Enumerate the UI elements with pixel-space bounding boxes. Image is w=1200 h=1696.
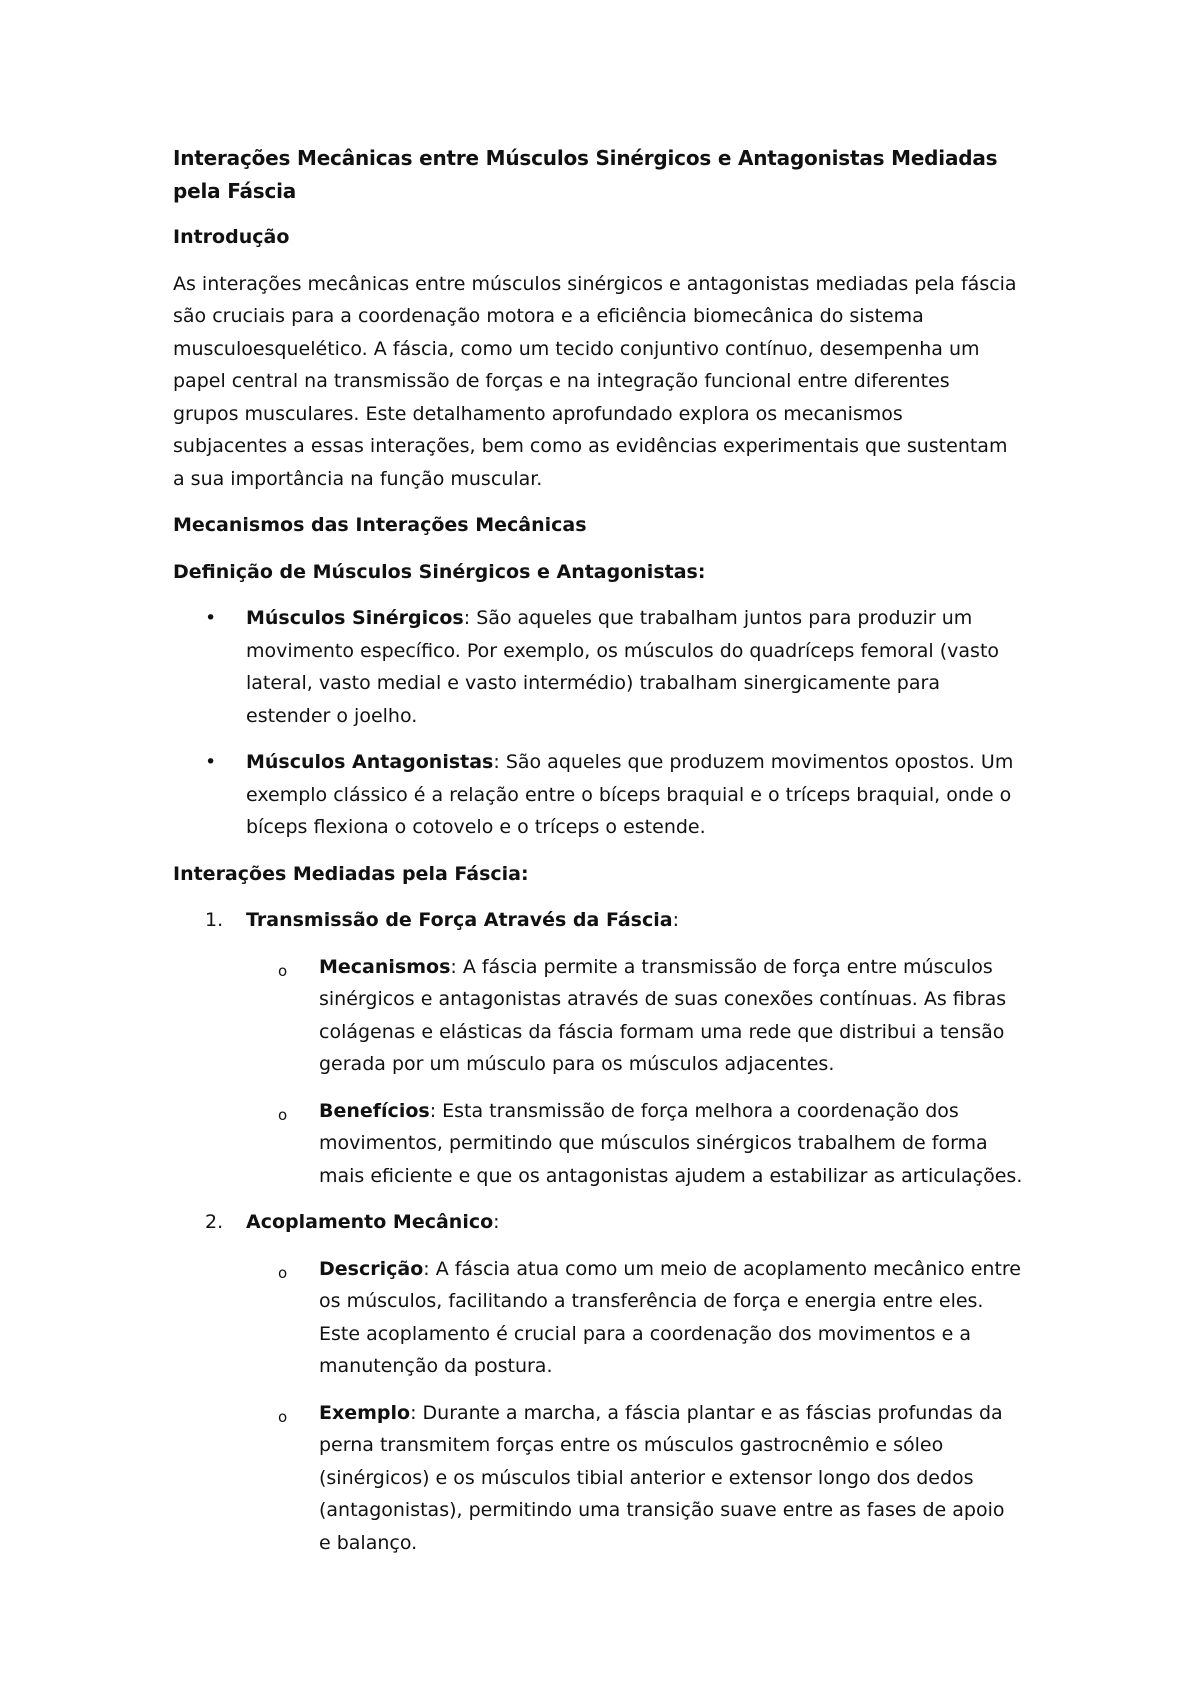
numbered-item [173, 1206, 1040, 1559]
definition-heading: Definição de Músculos Sinérgicos e Antagonistas: [173, 560, 706, 583]
sub-text: : A fáscia atua como um meio de acoplamento mecânico entre os músculos, facilitando a transferência de força e energia entre eles. Este acoplamento é crucial para a coordenação dos movimentos e a manutenção da postura. [319, 1257, 1021, 1377]
bullet-icon: • [205, 751, 217, 773]
mechanisms-heading: Mecanismos das Interações Mecânicas [173, 514, 587, 536]
document-title: Interações Mecânicas entre Músculos Sinérgicos e Antagonistas Mediadas pela Fáscia [173, 146, 998, 203]
item-colon: : [493, 1211, 500, 1233]
bullet-icon: • [205, 607, 217, 629]
circle-bullet-icon: o [278, 961, 288, 980]
sub-text: : A fáscia permite a transmissão de força entre músculos sinérgicos e antagonistas através de suas conexões contínuas. As fibras colágenas e elásticas da fáscia formam uma rede que distribui a tensão gerada por um músculo para os músculos adjacentes. [319, 955, 1007, 1075]
item-colon: : [672, 909, 679, 931]
item-title: Transmissão de Força Através da Fáscia [246, 909, 673, 931]
item-number: 1. [205, 909, 224, 931]
sub-list [246, 951, 1040, 1193]
list-item [173, 746, 1040, 844]
numbered-item [173, 904, 1040, 1192]
circle-bullet-icon: o [278, 1407, 288, 1426]
fascia-heading: Interações Mediadas pela Fáscia: [173, 862, 529, 885]
list-item [173, 602, 1040, 732]
sub-text: : Durante a marcha, a fáscia plantar e as fáscias profundas da perna transmitem forças entre os músculos gastrocnêmio e sóleo (sinérgicos) e os músculos tibial anterior e extensor longo dos dedos (antagonistas), permitindo uma transição suave entre as fases de apoio e balanço. [319, 1401, 1005, 1554]
item-text: : São aqueles que trabalham juntos para produzir um movimento específico. Por exemplo, os músculos do quadríceps femoral (vasto lateral, vasto medial e vasto intermédio) trabalham sinergicamente para estender o joelho. [246, 607, 1000, 727]
sub-list [246, 1253, 1040, 1560]
definition-list [173, 602, 1040, 844]
sub-item [246, 1253, 1040, 1383]
numbered-list [173, 904, 1040, 1559]
sub-label: Mecanismos [319, 955, 451, 978]
sub-item [246, 1095, 1040, 1193]
sub-label: Benefícios [319, 1099, 430, 1122]
item-label: Músculos Antagonistas [246, 751, 494, 773]
intro-heading: Introdução [173, 226, 290, 248]
sub-item [246, 1397, 1040, 1560]
item-text: : São aqueles que produzem movimentos opostos. Um exemplo clássico é a relação entre o bíceps braquial e o tríceps braquial, onde o bíceps flexiona o cotovelo e o tríceps o estende. [246, 751, 1014, 838]
item-title: Acoplamento Mecânico [246, 1211, 494, 1233]
circle-bullet-icon: o [278, 1105, 288, 1124]
intro-paragraph: As interações mecânicas entre músculos sinérgicos e antagonistas mediadas pela fáscia são cruciais para a coordenação motora e a eficiência biomecânica do sistema musculoesquelético. A fáscia, como um tecido conjuntivo contínuo, desempenha um papel central na transmissão de forças e na integração funcional entre diferentes grupos musculares. Este detalhamento aprofundado explora os mecanismos subjacentes a essas interações, bem como as evidências experimentais que sustentam a sua importância na função muscular. [173, 272, 1017, 490]
item-number: 2. [205, 1211, 224, 1233]
sub-item [246, 951, 1040, 1081]
item-label: Músculos Sinérgicos [246, 607, 464, 629]
sub-text: : Esta transmissão de força melhora a coordenação dos movimentos, permitindo que músculos sinérgicos trabalhem de forma mais eficiente e que os antagonistas ajudem a estabilizar as articulações. [319, 1099, 1023, 1187]
sub-label: Exemplo [319, 1401, 411, 1424]
sub-label: Descrição [319, 1257, 424, 1280]
circle-bullet-icon: o [278, 1263, 288, 1282]
